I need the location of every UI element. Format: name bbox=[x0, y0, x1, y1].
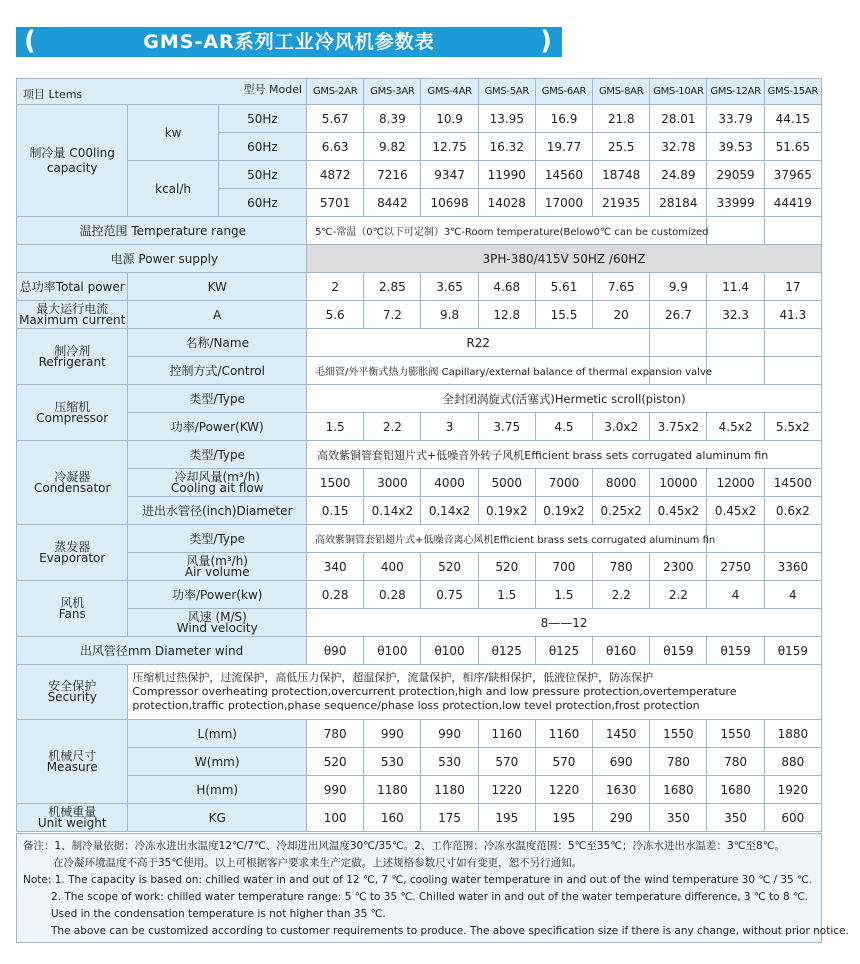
empty-cell bbox=[707, 525, 764, 553]
condenser-label-en: Condensator bbox=[33, 480, 111, 495]
note-line: 备注：1、制冷量依据：冷冻水进出水温度12℃/7℃、冷却进出风温度30℃/35℃。2、工作范围：冷冻水温度范围：5℃至35℃；冷冻水进出水温差：3℃至8℃。 bbox=[23, 840, 785, 852]
fans-speed-row bbox=[17, 609, 822, 637]
value-cell: 5.67 bbox=[307, 105, 364, 133]
compressor-type-row bbox=[17, 385, 822, 413]
empty-cell bbox=[707, 357, 764, 385]
value-cell: 520 bbox=[307, 748, 364, 776]
value-cell: θ90 bbox=[307, 637, 364, 665]
value-cell: 11.4 bbox=[707, 273, 764, 301]
value-cell: θ125 bbox=[478, 637, 535, 665]
value-cell: 1450 bbox=[593, 720, 650, 748]
temp-range-row bbox=[17, 217, 822, 245]
value-cell: 0.45x2 bbox=[707, 497, 764, 525]
value-cell: 990 bbox=[364, 720, 421, 748]
value-cell: 29059 bbox=[707, 161, 764, 189]
value-cell: 0.14x2 bbox=[421, 497, 478, 525]
value-cell: 9.9 bbox=[650, 273, 707, 301]
value-cell: 17000 bbox=[535, 189, 592, 217]
value-cell: 10.9 bbox=[421, 105, 478, 133]
value-cell: 1550 bbox=[650, 720, 707, 748]
empty-cell bbox=[764, 217, 821, 245]
fans-speed-label-cn: 风速 (M/S) bbox=[187, 609, 247, 624]
power-supply-label: 电源 Power supply bbox=[17, 245, 307, 273]
value-cell: 33.79 bbox=[707, 105, 764, 133]
value-cell: 5000 bbox=[478, 469, 535, 497]
note-line: Note: 1. The capacity is based on: chilled water in and out of 12 ℃, 7 ℃, cooling water temperature in and out of the wind temperature 30 ℃ / 35 ℃. bbox=[23, 874, 813, 886]
empty-cell bbox=[650, 329, 707, 357]
value-cell: 2.2 bbox=[593, 581, 650, 609]
item-label: 项目 Ltems bbox=[23, 88, 83, 101]
evaporator-label-cn: 蒸发器 bbox=[54, 539, 91, 554]
condenser-label-cn: 冷凝器 bbox=[54, 469, 91, 484]
fans-speed-label bbox=[128, 609, 307, 637]
measure-label-en: Measure bbox=[46, 759, 98, 774]
value-cell: 1.5 bbox=[535, 581, 592, 609]
model-cell: GMS-3AR bbox=[364, 79, 421, 105]
value-cell: 12.75 bbox=[421, 133, 478, 161]
hz-label: 60Hz bbox=[218, 133, 306, 161]
condenser-pipe-label: 进出水管径(inch)Diameter bbox=[128, 497, 307, 525]
value-cell: 8442 bbox=[364, 189, 421, 217]
value-cell: 690 bbox=[593, 748, 650, 776]
security-line: Compressor overheating protection,overcurrent protection,high and low pressure protection,overtemperature bbox=[132, 685, 737, 698]
value-cell: 0.25x2 bbox=[593, 497, 650, 525]
value-cell: 1.5 bbox=[307, 413, 364, 441]
hz-label: 50Hz bbox=[218, 161, 306, 189]
security-label bbox=[17, 665, 128, 720]
value-cell: 3 bbox=[421, 413, 478, 441]
value-cell: 7216 bbox=[364, 161, 421, 189]
unit-label: KG bbox=[128, 804, 307, 832]
compressor-power-row bbox=[17, 413, 822, 441]
fans-label-en: Fans bbox=[58, 606, 86, 621]
value-cell: 530 bbox=[364, 748, 421, 776]
evaporator-type-label: 类型/Type bbox=[128, 525, 307, 553]
header-label-cell bbox=[17, 79, 307, 105]
value-cell: 4 bbox=[764, 581, 821, 609]
value-cell: 14028 bbox=[478, 189, 535, 217]
value-cell: 28.01 bbox=[650, 105, 707, 133]
notes-section bbox=[16, 833, 849, 943]
value-cell: 3.75 bbox=[478, 413, 535, 441]
value-cell: 44419 bbox=[764, 189, 821, 217]
value-cell: 4.68 bbox=[478, 273, 535, 301]
hz-label: 50Hz bbox=[218, 105, 306, 133]
value-cell: 13.95 bbox=[478, 105, 535, 133]
value-cell: 20 bbox=[593, 301, 650, 329]
security-line: 压缩机过热保护，过流保护，高低压力保护，超温保护，流量保护，相序/缺相保护，低液位保护，防冻保护 bbox=[132, 671, 654, 684]
note-line: The above can be customized according to customer requirements to produce. The above specification size if there is any change, without prior notice. bbox=[51, 925, 849, 937]
security-value bbox=[128, 665, 822, 720]
evaporator-label bbox=[17, 525, 128, 581]
value-cell: 2 bbox=[307, 273, 364, 301]
value-cell: 14560 bbox=[535, 161, 592, 189]
value-cell: 780 bbox=[707, 748, 764, 776]
value-cell: 1920 bbox=[764, 776, 821, 804]
security-label-en: Security bbox=[47, 690, 97, 704]
value-cell: 19.77 bbox=[535, 133, 592, 161]
measure-label bbox=[17, 720, 128, 804]
weight-label-cn: 机械重量 bbox=[48, 804, 97, 819]
temp-range-value: 5℃-常温（0℃以下可定制）3℃-Room temperature(Below0℃ can be customized bbox=[307, 217, 707, 245]
value-cell: 6.63 bbox=[307, 133, 364, 161]
unit-label: KW bbox=[128, 273, 307, 301]
value-cell: 10698 bbox=[421, 189, 478, 217]
refrigerant-control-label: 控制方式/Control bbox=[128, 357, 307, 385]
condenser-type-label: 类型/Type bbox=[128, 441, 307, 469]
power-supply-value: 3PH-380/415V 50HZ /60HZ bbox=[307, 245, 822, 273]
value-cell: 0.14x2 bbox=[364, 497, 421, 525]
value-cell: 21935 bbox=[593, 189, 650, 217]
security-line: protection,traffic protection,phase sequence/phase loss protection,low tevel protection,frost protection bbox=[132, 699, 700, 712]
value-cell: 0.19x2 bbox=[535, 497, 592, 525]
value-cell: 18748 bbox=[593, 161, 650, 189]
evaporator-air-label bbox=[128, 553, 307, 581]
value-cell: 340 bbox=[307, 553, 364, 581]
value-cell: 17 bbox=[764, 273, 821, 301]
spec-table bbox=[16, 78, 822, 832]
value-cell: 12.8 bbox=[478, 301, 535, 329]
value-cell: 28184 bbox=[650, 189, 707, 217]
value-cell: 160 bbox=[364, 804, 421, 832]
max-current-label-en: Maximum current bbox=[19, 312, 126, 327]
value-cell: 4872 bbox=[307, 161, 364, 189]
measure-w-row bbox=[17, 748, 822, 776]
unit-label: A bbox=[128, 301, 307, 329]
value-cell: 4000 bbox=[421, 469, 478, 497]
value-cell: 9.82 bbox=[364, 133, 421, 161]
condenser-flow-label-cn: 冷却风量(m³/h) bbox=[174, 469, 260, 484]
value-cell: 5701 bbox=[307, 189, 364, 217]
value-cell: 0.6x2 bbox=[764, 497, 821, 525]
value-cell: 0.28 bbox=[364, 581, 421, 609]
value-cell: 0.15 bbox=[307, 497, 364, 525]
value-cell: 1500 bbox=[307, 469, 364, 497]
value-cell: 4 bbox=[707, 581, 764, 609]
condenser-pipe-row bbox=[17, 497, 822, 525]
value-cell: 4.5x2 bbox=[707, 413, 764, 441]
cooling-capacity-label: 制冷量 C00ling capacity bbox=[17, 105, 128, 217]
evaporator-type-row bbox=[17, 525, 822, 553]
value-cell: 195 bbox=[535, 804, 592, 832]
value-cell: 2750 bbox=[707, 553, 764, 581]
power-supply-row bbox=[17, 245, 822, 273]
refrigerant-label-en: Refrigerant bbox=[38, 354, 106, 369]
value-cell: 570 bbox=[478, 748, 535, 776]
value-cell: 990 bbox=[421, 720, 478, 748]
value-cell: 780 bbox=[307, 720, 364, 748]
weight-label bbox=[17, 804, 128, 832]
outlet-label: 出风管径mm Diameter wind bbox=[17, 637, 307, 665]
value-cell: 1.5 bbox=[478, 581, 535, 609]
value-cell: 3360 bbox=[764, 553, 821, 581]
value-cell: 2.2 bbox=[650, 581, 707, 609]
value-cell: 2.85 bbox=[364, 273, 421, 301]
outlet-row bbox=[17, 637, 822, 665]
model-cell: GMS-8AR bbox=[593, 79, 650, 105]
value-cell: 2.2 bbox=[364, 413, 421, 441]
value-cell: θ100 bbox=[364, 637, 421, 665]
value-cell: 0.28 bbox=[307, 581, 364, 609]
value-cell: 7.65 bbox=[593, 273, 650, 301]
security-label-cn: 安全保护 bbox=[48, 679, 97, 693]
value-cell: 1550 bbox=[707, 720, 764, 748]
max-current-label-cn: 最大运行电流 bbox=[36, 301, 109, 316]
security-row bbox=[17, 665, 822, 720]
measure-l-row bbox=[17, 720, 822, 748]
value-cell: 880 bbox=[764, 748, 821, 776]
value-cell: 25.5 bbox=[593, 133, 650, 161]
value-cell: 33999 bbox=[707, 189, 764, 217]
fans-label-cn: 风机 bbox=[60, 595, 85, 610]
note-line: Used in the condensation temperature is not higher than 35 ℃. bbox=[51, 908, 386, 920]
refrigerant-label-cn: 制冷剂 bbox=[54, 343, 91, 358]
value-cell: 520 bbox=[478, 553, 535, 581]
value-cell: 1630 bbox=[593, 776, 650, 804]
page-title: GMS-AR系列工业冷风机参数表 bbox=[143, 31, 435, 53]
refrigerant-name-row bbox=[17, 329, 822, 357]
value-cell: 37965 bbox=[764, 161, 821, 189]
value-cell: 520 bbox=[421, 553, 478, 581]
fans-power-row bbox=[17, 581, 822, 609]
hz-label: 60Hz bbox=[218, 189, 306, 217]
value-cell: 44.15 bbox=[764, 105, 821, 133]
value-cell: 2300 bbox=[650, 553, 707, 581]
fans-power-label: 功率/Power(kw) bbox=[128, 581, 307, 609]
model-cell: GMS-15AR bbox=[764, 79, 821, 105]
value-cell: 8.39 bbox=[364, 105, 421, 133]
measure-l-label: L(mm) bbox=[128, 720, 307, 748]
refrigerant-control-row bbox=[17, 357, 822, 385]
evaporator-air-label-en: Air volume bbox=[184, 564, 250, 579]
evaporator-type-value: 高效紫铜管套铝翅片式+低噪音离心风机Efficient brass sets corrugated aluminum fin bbox=[307, 525, 707, 553]
model-cell: GMS-4AR bbox=[421, 79, 478, 105]
value-cell: 16.9 bbox=[535, 105, 592, 133]
value-cell: 1160 bbox=[535, 720, 592, 748]
model-cell: GMS-2AR bbox=[307, 79, 364, 105]
condenser-type-row bbox=[17, 441, 822, 469]
measure-label-cn: 机械尺寸 bbox=[48, 748, 97, 763]
value-cell: 0.45x2 bbox=[650, 497, 707, 525]
refrigerant-name-label: 名称/Name bbox=[128, 329, 307, 357]
value-cell: 3.65 bbox=[421, 273, 478, 301]
value-cell: 780 bbox=[593, 553, 650, 581]
total-power-label: 总功率Total power bbox=[17, 273, 128, 301]
value-cell: 350 bbox=[650, 804, 707, 832]
value-cell: θ100 bbox=[421, 637, 478, 665]
model-cell: GMS-12AR bbox=[707, 79, 764, 105]
note-line: 2. The scope of work: chilled water temperature range: 5 ℃ to 35 ℃. Chilled water in and out of the water temperature difference, 3 ℃ to 8 ℃. bbox=[51, 891, 809, 903]
condenser-type-value: 高效紫铜管套铝翅片式+低噪音外转子风机Efficient brass sets corrugated aluminum fin bbox=[307, 441, 822, 469]
compressor-type-label: 类型/Type bbox=[128, 385, 307, 413]
condenser-flow-row bbox=[17, 469, 822, 497]
value-cell: 3.75x2 bbox=[650, 413, 707, 441]
model-cell: GMS-5AR bbox=[478, 79, 535, 105]
empty-cell bbox=[764, 357, 821, 385]
value-cell: 990 bbox=[307, 776, 364, 804]
value-cell: 1680 bbox=[707, 776, 764, 804]
empty-cell bbox=[764, 525, 821, 553]
cooling-kw-50-row bbox=[17, 105, 822, 133]
value-cell: 15.5 bbox=[535, 301, 592, 329]
value-cell: 100 bbox=[307, 804, 364, 832]
value-cell: 12000 bbox=[707, 469, 764, 497]
value-cell: 0.75 bbox=[421, 581, 478, 609]
banner-left-paren: ( bbox=[24, 26, 36, 56]
model-cell: GMS-10AR bbox=[650, 79, 707, 105]
value-cell: 1880 bbox=[764, 720, 821, 748]
value-cell: 32.3 bbox=[707, 301, 764, 329]
header-row bbox=[17, 79, 822, 105]
weight-label-en: Unit weight bbox=[37, 815, 107, 830]
value-cell: 570 bbox=[535, 748, 592, 776]
condenser-flow-label-en: Cooling ait flow bbox=[170, 480, 264, 495]
value-cell: 1220 bbox=[535, 776, 592, 804]
weight-row bbox=[17, 804, 822, 832]
condenser-label bbox=[17, 441, 128, 525]
value-cell: 1180 bbox=[364, 776, 421, 804]
value-cell: 5.61 bbox=[535, 273, 592, 301]
value-cell: 26.7 bbox=[650, 301, 707, 329]
evaporator-air-row bbox=[17, 553, 822, 581]
value-cell: 0.19x2 bbox=[478, 497, 535, 525]
banner-right-paren: ) bbox=[540, 26, 552, 56]
model-label: 型号 Model bbox=[243, 83, 303, 96]
temp-range-label: 温控范围 Temperature range bbox=[17, 217, 307, 245]
value-cell: θ125 bbox=[535, 637, 592, 665]
value-cell: 5.6 bbox=[307, 301, 364, 329]
empty-cell bbox=[764, 329, 821, 357]
value-cell: 400 bbox=[364, 553, 421, 581]
value-cell: 290 bbox=[593, 804, 650, 832]
empty-cell bbox=[707, 217, 764, 245]
kw-label: kw bbox=[128, 105, 218, 161]
title-banner bbox=[16, 27, 562, 57]
value-cell: 16.32 bbox=[478, 133, 535, 161]
total-power-row bbox=[17, 273, 822, 301]
value-cell: 41.3 bbox=[764, 301, 821, 329]
value-cell: 3000 bbox=[364, 469, 421, 497]
cooling-kcal-50-row bbox=[17, 161, 822, 189]
measure-h-row bbox=[17, 776, 822, 804]
value-cell: 8000 bbox=[593, 469, 650, 497]
value-cell: 9.8 bbox=[421, 301, 478, 329]
refrigerant-control-value: 毛细管/外平衡式热力膨胀阀 Capillary/external balance of thermal expansion valve bbox=[307, 357, 650, 385]
value-cell: 530 bbox=[421, 748, 478, 776]
value-cell: 11990 bbox=[478, 161, 535, 189]
value-cell: θ159 bbox=[764, 637, 821, 665]
value-cell: 7000 bbox=[535, 469, 592, 497]
value-cell: θ160 bbox=[593, 637, 650, 665]
value-cell: 24.89 bbox=[650, 161, 707, 189]
value-cell: 175 bbox=[421, 804, 478, 832]
model-cell: GMS-6AR bbox=[535, 79, 592, 105]
value-cell: θ159 bbox=[707, 637, 764, 665]
empty-cell bbox=[707, 329, 764, 357]
fans-label bbox=[17, 581, 128, 637]
value-cell: 700 bbox=[535, 553, 592, 581]
value-cell: 10000 bbox=[650, 469, 707, 497]
fans-speed-label-en: Wind velocity bbox=[176, 620, 258, 635]
value-cell: 1220 bbox=[478, 776, 535, 804]
value-cell: 21.8 bbox=[593, 105, 650, 133]
value-cell: 780 bbox=[650, 748, 707, 776]
value-cell: θ159 bbox=[650, 637, 707, 665]
value-cell: 195 bbox=[478, 804, 535, 832]
measure-h-label: H(mm) bbox=[128, 776, 307, 804]
note-line: 在冷凝环境温度不高于35℃使用。以上可根据客户要求来生产定做。上述规格参数尺寸如有变更，恕不另行通知。 bbox=[53, 857, 583, 869]
value-cell: 600 bbox=[764, 804, 821, 832]
value-cell: 1160 bbox=[478, 720, 535, 748]
max-current-row bbox=[17, 301, 822, 329]
value-cell: 5.5x2 bbox=[764, 413, 821, 441]
fans-speed-value: 8——12 bbox=[307, 609, 822, 637]
compressor-type-value: 全封闭涡旋式(活塞式)Hermetic scroll(piston) bbox=[307, 385, 822, 413]
value-cell: 7.2 bbox=[364, 301, 421, 329]
refrigerant-name-value: R22 bbox=[307, 329, 650, 357]
compressor-label-en: Compressor bbox=[36, 410, 109, 425]
value-cell: 350 bbox=[707, 804, 764, 832]
condenser-flow-label bbox=[128, 469, 307, 497]
value-cell: 51.65 bbox=[764, 133, 821, 161]
value-cell: 4.5 bbox=[535, 413, 592, 441]
max-current-label bbox=[17, 301, 128, 329]
value-cell: 39.53 bbox=[707, 133, 764, 161]
refrigerant-label bbox=[17, 329, 128, 385]
value-cell: 1180 bbox=[421, 776, 478, 804]
compressor-label-cn: 压缩机 bbox=[54, 399, 91, 414]
measure-w-label: W(mm) bbox=[128, 748, 307, 776]
kcal-label: kcal/h bbox=[128, 161, 218, 217]
value-cell: 14500 bbox=[764, 469, 821, 497]
evaporator-label-en: Evaporator bbox=[39, 550, 106, 565]
evaporator-air-label-cn: 风量(m³/h) bbox=[186, 553, 248, 568]
value-cell: 32.78 bbox=[650, 133, 707, 161]
compressor-power-label: 功率/Power(KW) bbox=[128, 413, 307, 441]
compressor-label bbox=[17, 385, 128, 441]
value-cell: 1680 bbox=[650, 776, 707, 804]
value-cell: 9347 bbox=[421, 161, 478, 189]
value-cell: 3.0x2 bbox=[593, 413, 650, 441]
